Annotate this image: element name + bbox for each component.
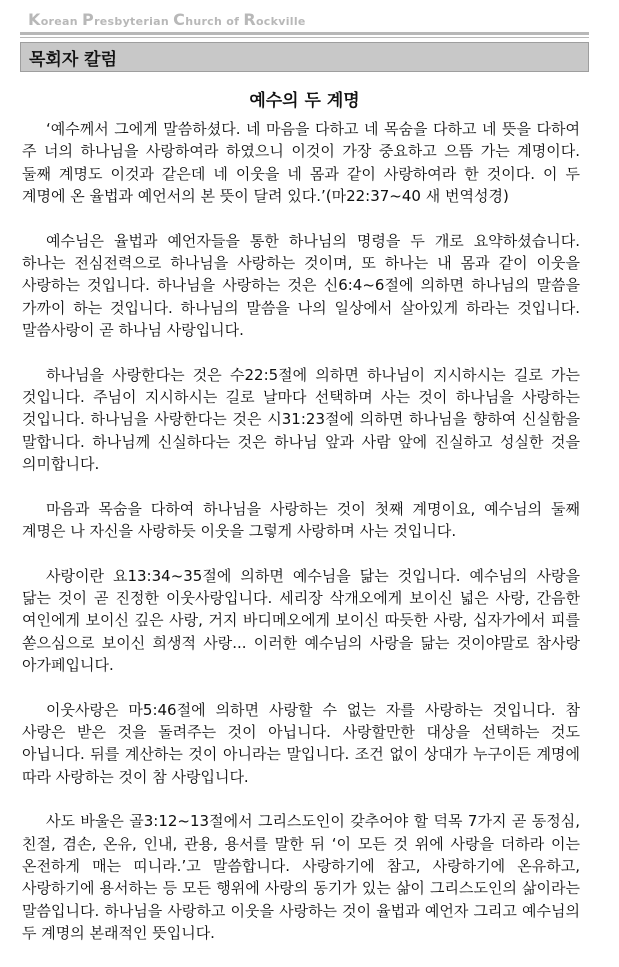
article-paragraph: ‘예수께서 그에게 말씀하셨다. 네 마음을 다하고 네 목숨을 다하고 네 뜻을 다하여 주 너의 하나님을 사랑하여라 하였으니 이것이 가장 중요하고 으뜸 가는 계명이다. 둘째 계명도 이것과 같은데 네 이웃을 네 몸과 같이 사랑하여라 한 것이다. 이 두 계명에 온 율법과 예언서의 본 뜻이 달려 있다.’(마22:37~40 새 번역성경) — [22, 120, 580, 206]
article-paragraph: 사도 바울은 골3:12~13절에서 그리스도인이 갖추어야 할 덕목 7가지 곧 동정심, 친절, 겸손, 온유, 인내, 관용, 용서를 말한 뒤 ‘이 모든 것 위에 사랑을 더하라 이는 온전하게 매는 띠니라.’고 말씀합니다. 사랑하기에 참고, 사랑하기에 온유하고, 사랑하기에 용서하는 등 모든 행위에 사랑의 동기가 있는 삶이 그리스도인의 삶이라는 말씀입니다. 하나님을 사랑하고 이웃을 사랑하는 것이 율법과 예언자 그리고 예수님의 두 계명의 본래적인 뜻입니다. — [22, 812, 580, 943]
article-title: 예수의 두 계명 — [249, 91, 360, 111]
header-rule-thick — [20, 32, 589, 35]
article-paragraph: 마음과 목숨을 다하여 하나님을 사랑하는 것이 첫째 계명이요, 예수님의 둘째 계명은 나 자신을 사랑하듯 이웃을 그렇게 사랑하며 사는 것입니다. — [22, 499, 580, 541]
masthead-word: Korean — [28, 10, 83, 29]
masthead-word: Rockville — [243, 10, 306, 29]
article-paragraph: 이웃사랑은 마5:46절에 의하면 사랑할 수 없는 자를 사랑하는 것입니다. 참 사랑은 받은 것을 돌려주는 것이 아닙니다. 사랑할만한 대상을 선택하는 것도 아닙니다. 뒤를 계산하는 것이 아니라는 말입니다. 조건 없이 상대가 누구이든 계명에 따라 사랑하는 것이 참 사랑입니다. — [22, 700, 580, 786]
section-label: 목회자 칼럼 — [29, 49, 118, 70]
article-paragraph: 하나님을 사랑한다는 것은 수22:5절에 의하면 하나님이 지시하시는 길로 가는 것입니다. 주님이 지시하시는 길로 날마다 선택하며 사는 것이 하나님을 사랑하는 것입니다. 하나님을 사랑한다는 것은 시31:23절에 의하면 하나님을 향하여 신실함을 말합니다. 하나님께 신실하다는 것은 하나님 앞과 사람 앞에 진실하고 성실한 것을 의미합니다. — [22, 365, 580, 474]
article-paragraph: 사랑이란 요13:34~35절에 의하면 예수님을 닮는 것입니다. 예수님의 사랑을 닮는 것이 곧 진정한 이웃사랑입니다. 세리장 삭개오에게 보이신 넓은 사랑, 간음한 여인에게 보이신 깊은 사랑, 거지 바디메오에게 보이신 따듯한 사랑, 십자가에서 피를 쏟으심으로 보이신 희생적 사랑... 이러한 예수님의 사랑을 닮는 것이야말로 참사랑 아가페입니다. — [22, 566, 580, 675]
masthead-word: Church of — [173, 10, 244, 29]
church-masthead — [28, 10, 306, 29]
masthead-word: Presbyterian — [82, 10, 174, 29]
article-paragraph: 예수님은 율법과 예언자들을 통한 하나님의 명령을 두 개로 요약하셨습니다. 하나는 전심전력으로 하나님을 사랑하는 것이며, 또 하나는 내 몸과 같이 이웃을 사랑하는 것입니다. 하나님을 사랑하는 것은 신6:4~6절에 의하면 하나님의 말씀을 가까이 하는 것입니다. 하나님의 말씀을 나의 일상에서 살아있게 하라는 것입니다. 말씀사랑이 곧 하나님 사랑입니다. — [22, 231, 580, 340]
section-header — [20, 42, 589, 72]
article-body — [22, 118, 580, 967]
header-rule-thin — [20, 37, 589, 38]
